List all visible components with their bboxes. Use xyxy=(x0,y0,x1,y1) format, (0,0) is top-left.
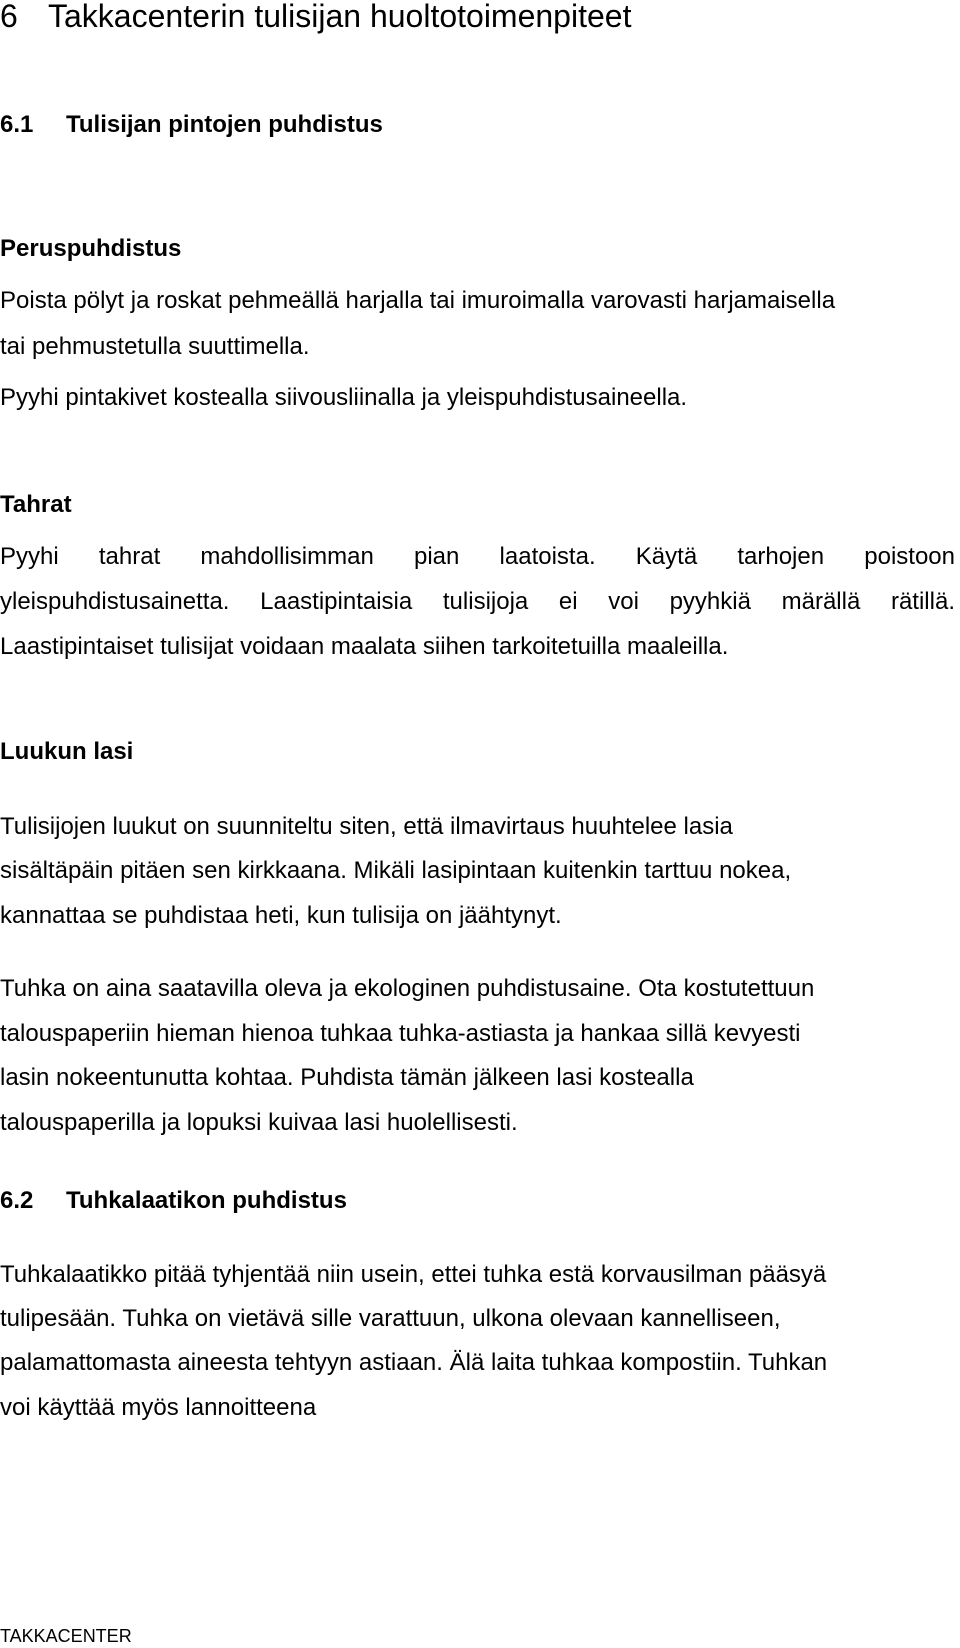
paragraph-line: talouspaperiin hieman hienoa tuhkaa tuhka-astiasta ja hankaa sillä kevyesti xyxy=(0,1020,801,1047)
paragraph-line: Pyyhi tahrat mahdollisimman pian laatoista. Käytä tarhojen poistoon xyxy=(0,543,955,570)
chapter-heading xyxy=(0,0,631,34)
paragraph-line: talouspaperilla ja lopuksi kuivaa lasi huolellisesti. xyxy=(0,1109,518,1136)
paragraph-line: lasin nokeentunutta kohtaa. Puhdista tämän jälkeen lasi kostealla xyxy=(0,1064,694,1091)
section-number: 6.1 xyxy=(0,111,34,138)
page-footer: TAKKACENTER xyxy=(0,1626,132,1646)
paragraph-line: Pyyhi pintakivet kostealla siivousliinalla ja yleispuhdistusaineella. xyxy=(0,384,688,411)
paragraph-line: palamattomasta aineesta tehtyyn astiaan. Älä laita tuhkaa kompostiin. Tuhkan xyxy=(0,1349,828,1376)
section-title: Tuhkalaatikon puhdistus xyxy=(66,1187,347,1214)
subheading-luukun-lasi: Luukun lasi xyxy=(0,738,134,765)
section-heading-6-2 xyxy=(0,1187,347,1215)
paragraph-line: Tuhkalaatikko pitää tyhjentää niin usein, ettei tuhka estä korvausilman pääsyä xyxy=(0,1261,827,1288)
paragraph-line: Laastipintaiset tulisijat voidaan maalata siihen tarkoitetuilla maaleilla. xyxy=(0,633,729,660)
paragraph-line: kannattaa se puhdistaa heti, kun tulisija on jäähtynyt. xyxy=(0,902,562,929)
paragraph-line: tai pehmustetulla suuttimella. xyxy=(0,333,310,360)
subheading-tahrat: Tahrat xyxy=(0,491,72,518)
section-heading-6-1 xyxy=(0,111,383,139)
paragraph-line: Tuhka on aina saatavilla oleva ja ekologinen puhdistusaine. Ota kostutettuun xyxy=(0,975,815,1002)
paragraph-line: voi käyttää myös lannoitteena xyxy=(0,1394,317,1421)
paragraph-line: yleispuhdistusainetta. Laastipintaisia tulisijoja ei voi pyyhkiä märällä rätillä. xyxy=(0,588,955,615)
section-title: Tulisijan pintojen puhdistus xyxy=(66,111,383,138)
paragraph-line: sisältäpäin pitäen sen kirkkaana. Mikäli lasipintaan kuitenkin tarttuu nokea, xyxy=(0,857,792,884)
section-number: 6.2 xyxy=(0,1187,34,1214)
paragraph-line: tulipesään. Tuhka on vietävä sille varattuun, ulkona olevaan kannelliseen, xyxy=(0,1305,781,1332)
chapter-number: 6 xyxy=(0,0,18,34)
paragraph-line: Tulisijojen luukut on suunniteltu siten, että ilmavirtaus huuhtelee lasia xyxy=(0,813,733,840)
paragraph-line: Poista pölyt ja roskat pehmeällä harjalla tai imuroimalla varovasti harjamaisella xyxy=(0,287,836,314)
subheading-peruspuhdistus: Peruspuhdistus xyxy=(0,235,182,262)
chapter-title: Takkacenterin tulisijan huoltotoimenpiteet xyxy=(48,0,632,34)
